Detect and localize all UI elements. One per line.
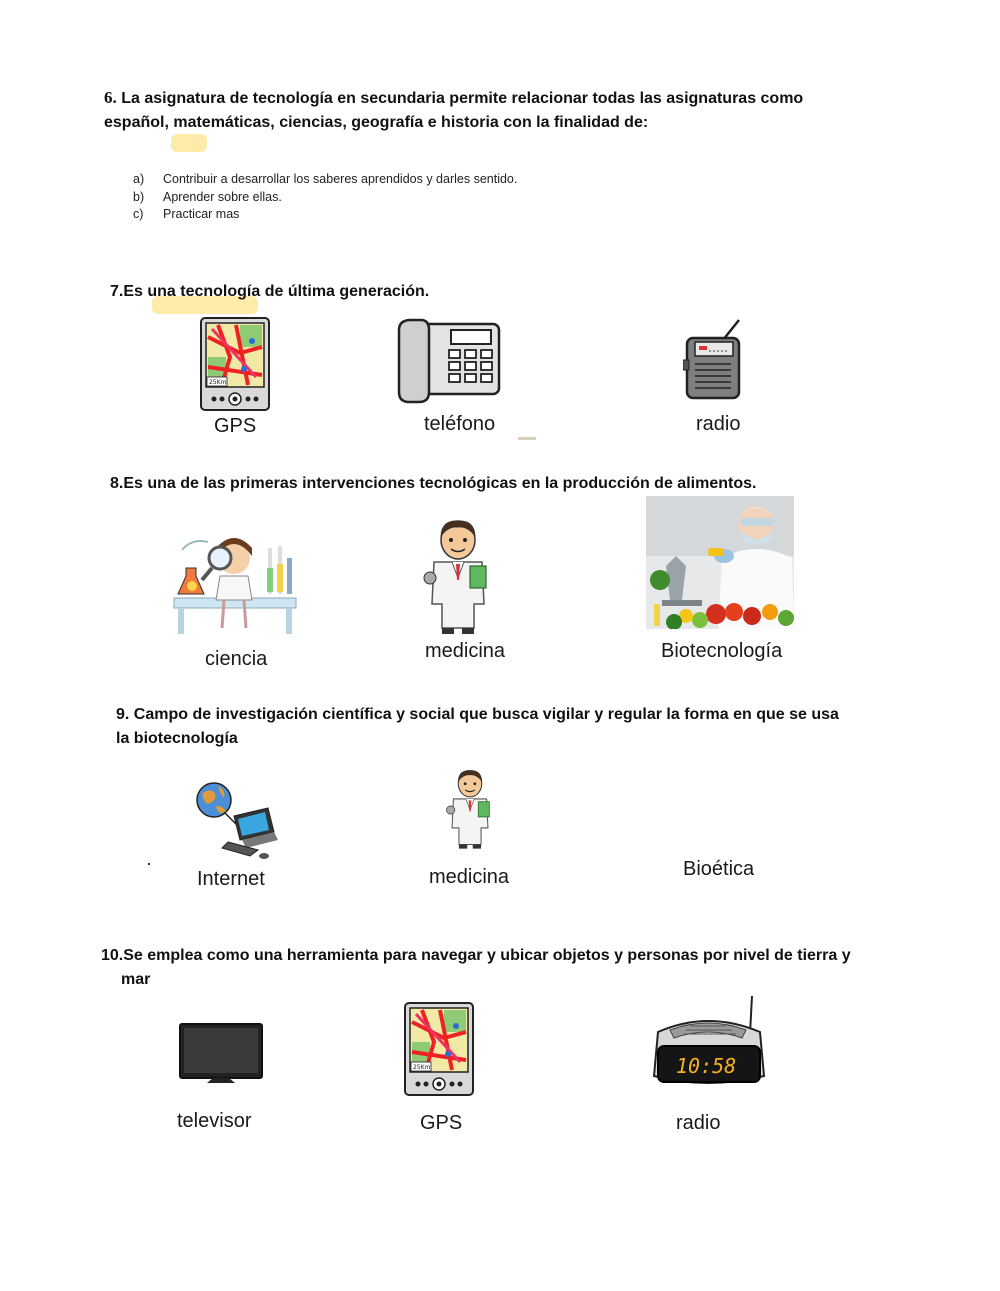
caption-ciencia: ciencia — [205, 648, 268, 670]
doctor-icon[interactable] — [416, 518, 500, 638]
caption-internet: Internet — [197, 868, 265, 890]
svg-text:25Km: 25Km — [413, 1064, 431, 1071]
biotech-photo[interactable] — [646, 496, 794, 629]
question-6-line1: La asignatura de tecnología en secundaria permite relacionar todas las asignaturas como — [121, 90, 804, 107]
caption-medicina: medicina — [425, 640, 506, 662]
question-9-line1: 9. Campo de investigación científica y social que busca vigilar y regular la forma en que se usa — [116, 706, 839, 723]
question-6-line2: español, matemáticas, ciencias, geografía e historia con la finalidad de: — [104, 114, 649, 131]
caption-radio-2: radio — [676, 1112, 721, 1134]
highlight-mark — [171, 134, 207, 152]
gps-device-icon[interactable] — [404, 1002, 474, 1096]
question-10-line2: mar — [121, 971, 151, 988]
dot-mark — [148, 863, 150, 865]
clock-radio-icon[interactable] — [650, 996, 766, 1088]
option-b[interactable]: b) Aprender sobre ellas. — [133, 189, 282, 204]
clock-display: 10:58 — [676, 1054, 737, 1078]
question-6 — [104, 86, 924, 135]
caption-biotecnologia: Biotecnología — [661, 640, 783, 662]
question-9-line2: la biotecnología — [116, 730, 238, 747]
caption-telefono: teléfono — [424, 413, 496, 435]
caption-gps: GPS — [214, 415, 257, 437]
question-9 — [116, 703, 916, 751]
gps-device-icon[interactable] — [200, 317, 270, 411]
caption-medicina-2: medicina — [429, 866, 510, 888]
svg-text:25Km: 25Km — [209, 379, 227, 386]
option-a[interactable]: a) Contribuir a desarrollar los saberes aprendidos y darles sentido. — [133, 172, 518, 186]
internet-computer-icon[interactable] — [194, 780, 282, 864]
option-c[interactable]: c) Practicar mas — [133, 207, 240, 221]
question-10 — [101, 944, 921, 992]
science-lab-icon[interactable] — [172, 528, 298, 636]
caption-radio: radio — [696, 413, 741, 435]
doctor-icon[interactable] — [441, 763, 499, 857]
radio-icon[interactable] — [683, 318, 743, 400]
caption-bioetica: Bioética — [683, 858, 755, 880]
telephone-icon[interactable] — [395, 318, 501, 404]
question-6-options — [133, 171, 653, 224]
caption-gps-2: GPS — [420, 1112, 463, 1134]
stray-mark — [518, 437, 536, 440]
question-6-number: 6. — [104, 88, 117, 107]
question-10-line1: 10.Se emplea como una herramienta para navegar y ubicar objetos y personas por nivel de tierra y — [101, 947, 851, 964]
question-8: 8.Es una de las primeras intervenciones tecnológicas en la producción de alimentos. — [110, 475, 757, 492]
television-icon[interactable] — [179, 1022, 263, 1086]
question-7: 7.Es una tecnología de última generación. — [110, 283, 430, 300]
caption-televisor: televisor — [177, 1110, 252, 1132]
